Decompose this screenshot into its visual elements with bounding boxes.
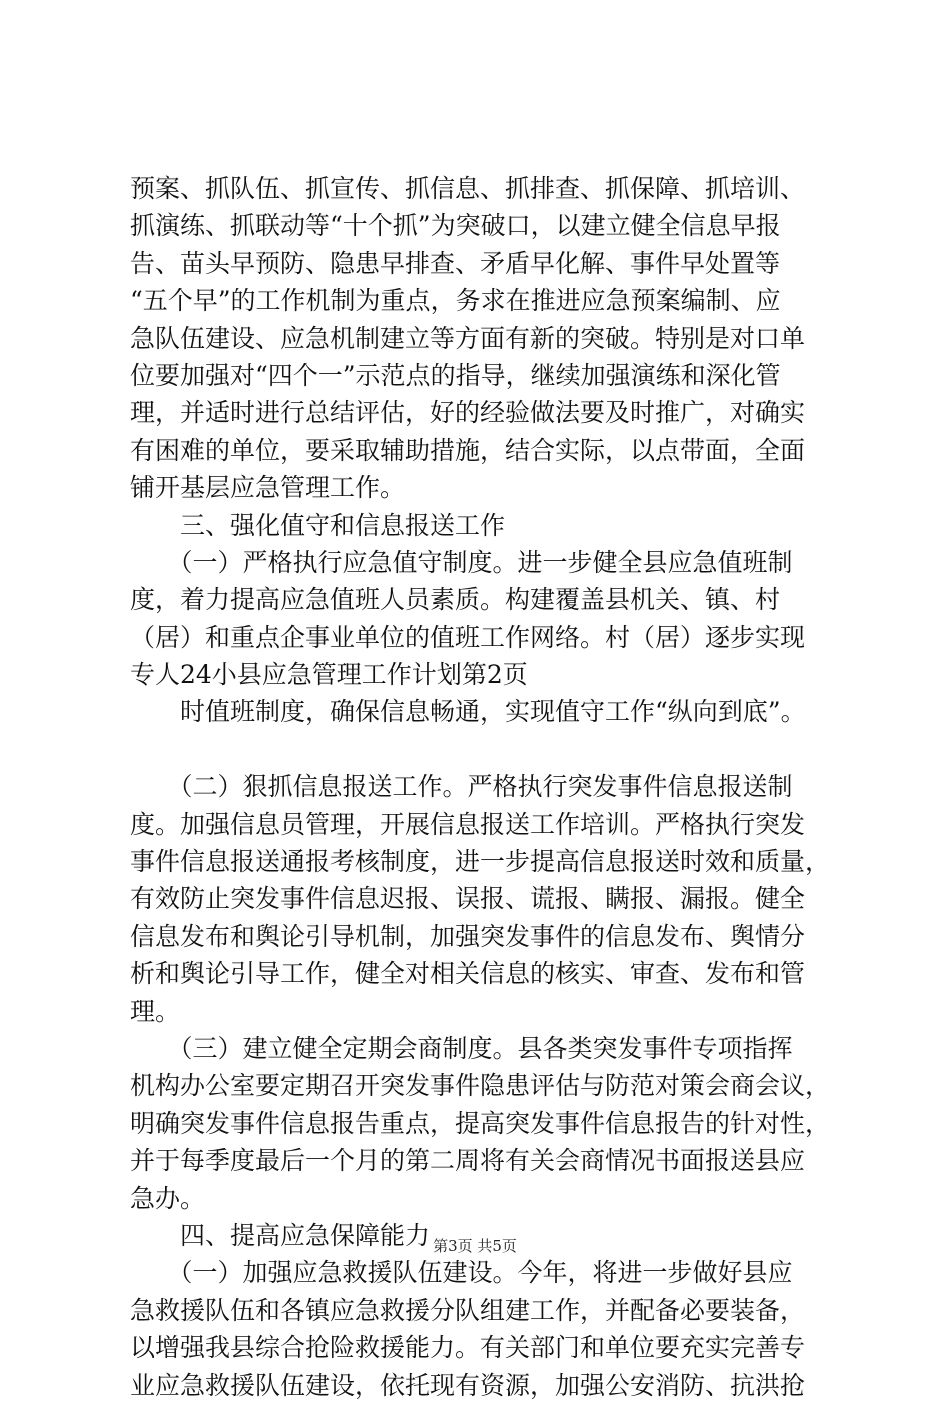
text-line: 有困难的单位，要采取辅助措施，结合实际，以点带面，全面 bbox=[130, 435, 806, 465]
text-line: 明确突发事件信息报告重点，提高突发事件信息报告的针对性， bbox=[130, 1108, 831, 1138]
text-line: 并于每季度最后一个月的第二周将有关会商情况书面报送县应 bbox=[130, 1146, 806, 1176]
text-line: 急办。 bbox=[130, 1183, 206, 1213]
text-line: 理。 bbox=[130, 996, 181, 1026]
text-line: 告、苗头早预防、隐患早排查、矛盾早化解、事件早处置等 bbox=[130, 248, 781, 278]
page-number-footer: 第3页 共5页 bbox=[433, 1237, 517, 1255]
text-line: （一）加强应急救援队伍建设。今年，将进一步做好县应 bbox=[130, 1258, 793, 1288]
blank-line bbox=[130, 731, 830, 768]
text-line: 度，着力提高应急值班人员素质。构建覆盖县机关、镇、村 bbox=[130, 585, 781, 615]
text-line: 抓演练、抓联动等“十个抓”为突破口，以建立健全信息早报 bbox=[130, 211, 781, 241]
text-line: “五个早”的工作机制为重点，务求在推进应急预案编制、应 bbox=[130, 286, 781, 316]
text-line: 以增强我县综合抢险救援能力。有关部门和单位要充实完善专 bbox=[130, 1333, 806, 1363]
text-line: 预案、抓队伍、抓宣传、抓信息、抓排查、抓保障、抓培训、 bbox=[130, 174, 806, 203]
document-body bbox=[130, 170, 830, 1404]
text-line: 位要加强对“四个一”示范点的指导，继续加强演练和深化管 bbox=[130, 360, 781, 390]
text-line: 时值班制度，确保信息畅通，实现值守工作“纵向到底”。 bbox=[130, 697, 806, 727]
text-line: 急队伍建设、应急机制建立等方面有新的突破。特别是对口单 bbox=[130, 323, 806, 353]
text-line: 急救援队伍和各镇应急救援分队组建工作，并配备必要装备， bbox=[130, 1295, 806, 1325]
section-heading: 三、强化值守和信息报送工作 bbox=[130, 510, 506, 540]
text-line: 机构办公室要定期召开突发事件隐患评估与防范对策会商会议， bbox=[130, 1071, 831, 1101]
text-line: （三）建立健全定期会商制度。县各类突发事件专项指挥 bbox=[130, 1033, 793, 1063]
text-line: 信息发布和舆论引导机制，加强突发事件的信息发布、舆情分 bbox=[130, 921, 806, 951]
text-line: 专人24小县应急管理工作计划第2页 bbox=[130, 660, 528, 690]
text-line: 有效防止突发事件信息迟报、误报、谎报、瞒报、漏报。健全 bbox=[130, 884, 806, 914]
text-line: （一）严格执行应急值守制度。进一步健全县应急值班制 bbox=[130, 547, 793, 577]
text-line: 度。加强信息员管理，开展信息报送工作培训。严格执行突发 bbox=[130, 809, 806, 839]
text-line: 铺开基层应急管理工作。 bbox=[130, 473, 406, 503]
text-line: 事件信息报送通报考核制度，进一步提高信息报送时效和质量， bbox=[130, 847, 831, 877]
text-line: 业应急救援队伍建设，依托现有资源，加强公安消防、抗洪抢 bbox=[130, 1370, 806, 1400]
text-line: （二）狠抓信息报送工作。严格执行突发事件信息报送制 bbox=[130, 772, 793, 802]
section-heading: 四、提高应急保障能力 bbox=[130, 1220, 431, 1250]
text-line: 理，并适时进行总结评估，好的经验做法要及时推广，对确实 bbox=[130, 398, 806, 428]
text-line: （居）和重点企事业单位的值班工作网络。村（居）逐步实现 bbox=[130, 622, 806, 652]
text-line: 析和舆论引导工作，健全对相关信息的核实、审查、发布和管 bbox=[130, 959, 806, 989]
